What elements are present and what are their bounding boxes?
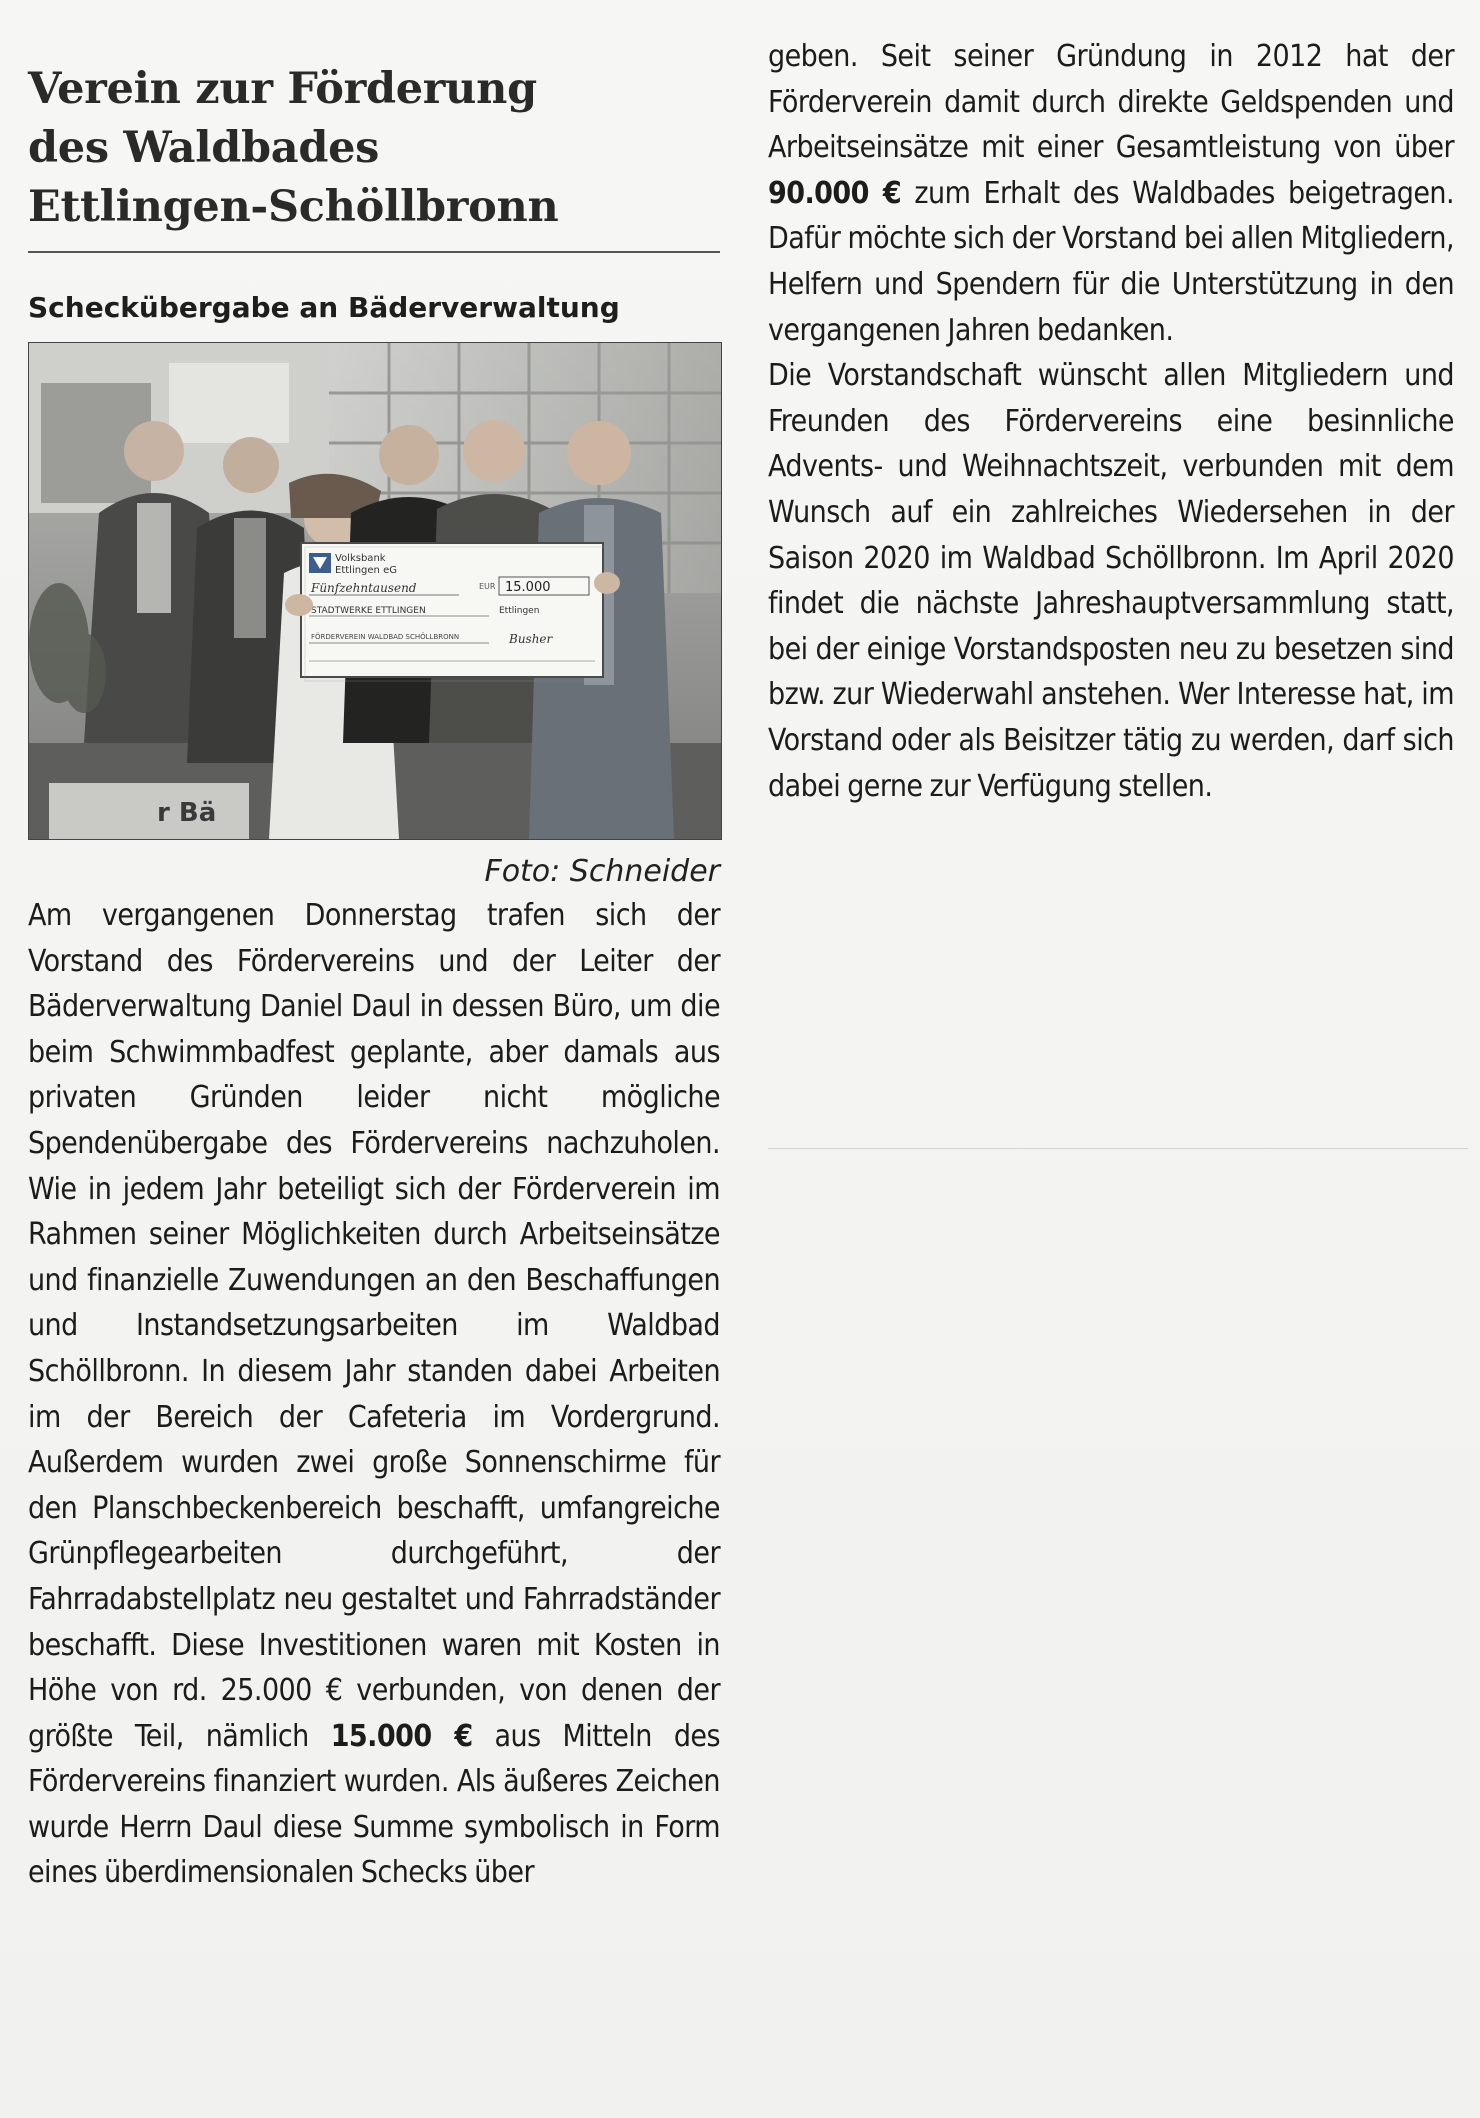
oversized-check xyxy=(301,543,607,681)
check-place: Ettlingen xyxy=(499,606,540,616)
body-right-bold-amount: 90.000 € xyxy=(768,175,902,211)
article-left-column xyxy=(28,60,720,1896)
check-currency: EUR xyxy=(479,582,496,591)
photo-caption: Foto: Schneider xyxy=(484,854,720,889)
headline-line-2: des Waldbades xyxy=(28,123,380,173)
article-headline xyxy=(28,60,720,253)
check-signature: Busher xyxy=(509,632,553,646)
article-photo xyxy=(28,342,722,840)
svg-text:Ettlingen eG: Ettlingen eG xyxy=(335,565,397,576)
check-amount: 15.000 xyxy=(505,580,551,595)
body-left-bold-amount: 15.000 € xyxy=(330,1718,473,1754)
scan-fold-line xyxy=(768,1148,1468,1149)
body-left-text-end: aus Mitteln des Fördervereins finanziert wurden. Als äußeres Zeichen wurde Herrn Daul diese Summe symbolisch in Form eines überdimensionalen Schecks über xyxy=(28,1718,720,1891)
headline-line-1: Verein zur Förderung xyxy=(28,64,537,114)
body-right-paragraph-2: Die Vorstandschaft wünscht allen Mitgliedern und Freunden des Fördervereins eine besinnliche Advents- und Weihnachtszeit, verbunden mit dem Wunsch auf ein zahlreiches Wiedersehen in der Saison 2020 im Waldbad Schöllbronn. Im April 2020 findet die nächste Jahreshauptversammlung statt, bei der einige Vorstandsposten neu zu besetzen sind bzw. zur Wiederwahl anstehen. Wer Interesse hat, im Vorstand oder als Beisitzer tätig zu werden, darf sich dabei gerne zur Verfügung stellen. xyxy=(768,358,1454,804)
body-right-text: geben. Seit seiner Gründung in 2012 hat der Förderverein damit durch direkte Geldspenden und Arbeitseinsätze mit einer Gesamtleistung von über xyxy=(768,39,1454,166)
body-left-text: Am vergangenen Donnerstag trafen sich der Vorstand des Fördervereins und der Leiter der Bäderverwaltung Daniel Daul in dessen Büro, um die beim Schwimmbadfest geplante, aber damals aus privaten Gründen leider nicht mögliche Spendenübergabe des Fördervereins nachzuholen. Wie in jedem Jahr beteiligt sich der Förderverein im Rahmen seiner Möglichkeiten durch Arbeitseinsätze und finanzielle Zuwendungen an den Beschaffungen und Instandsetzungsarbeiten im Waldbad Schöllbronn. In diesem Jahr standen dabei Arbeiten im der Bereich der Cafeteria im Vordergrund. Außerdem wurden zwei große Sonnenschirme für den Planschbeckenbereich beschafft, umfangreiche Grünpflegearbeiten durchgeführt, der Fahrradabstellplatz neu gestaltet und Fahrradständer beschafft. Diese Investitionen waren mit Kosten in Höhe von rd. 25.000 € verbunden, von denen der größte Teil, nämlich xyxy=(28,898,720,1754)
article-body-left xyxy=(28,893,720,1896)
article-right-column xyxy=(768,30,1454,809)
check-recipient: STADTWERKE ETTLINGEN xyxy=(311,606,426,616)
svg-text:r Bä: r Bä xyxy=(157,798,217,828)
check-amount-words: Fünfzehntausend xyxy=(311,581,417,595)
body-right-text-end: zum Erhalt des Waldbades beigetragen. Dafür möchte sich der Vorstand bei allen Mitgliedern, Helfern und Spendern für die Unterstützung in den vergangenen Jahren bedanken. xyxy=(768,175,1455,348)
headline-line-3: Ettlingen-Schöllbronn xyxy=(28,182,559,232)
article-body-right xyxy=(768,34,1454,809)
check-sender: FÖRDERVEREIN WALDBAD SCHÖLLBRONN xyxy=(311,633,460,641)
article-subheading: Scheckübergabe an Bäderverwaltung xyxy=(28,291,620,324)
photo-illustration xyxy=(29,343,721,839)
check-bank-name: Volksbank xyxy=(335,553,386,564)
